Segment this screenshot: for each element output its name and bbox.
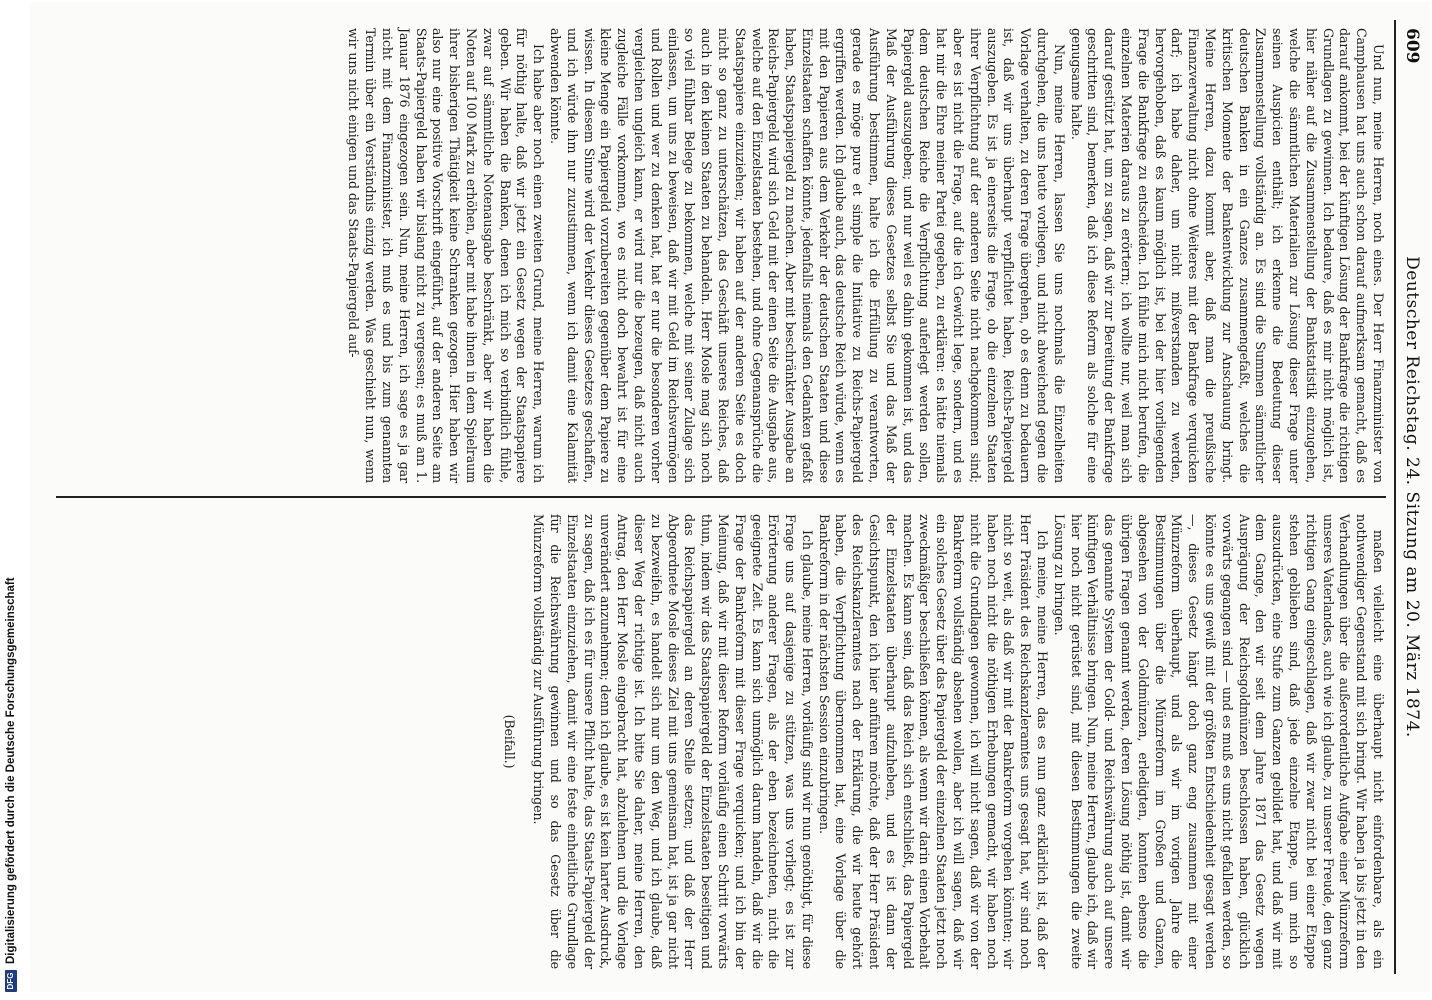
dfg-logo: DFG xyxy=(5,970,17,992)
footer-text: Digitalisierung gefördert durch die Deutsche Forschungsgemeinschaft xyxy=(5,577,17,964)
left-column xyxy=(345,28,1386,483)
digitization-footer xyxy=(0,0,22,1000)
column-divider xyxy=(56,496,1386,498)
applause-note: (Beifall.) xyxy=(502,714,518,769)
paragraph: maßen vielleicht eine überhaupt nicht einfordenbare, als ein nothwendiger Gegenstand mit sich bringt. Wir haben ja bis jetzt in den Verhandlungen über die außerordentliche Aufgabe einer Münzreform unseres Vaterlandes, auch wie ich glaube, zu unserer Freude, den ganz richtigen Gang eingeschlagen, daß wir zwar nicht bei einer Etappe stehen geblieben sind, daß jede einzelne Etappe, um mich so auszudrücken, eine Stufe zum Ganzen gebildet hat, und daß wir mit dem Gange, den wir seit dem Jahre 1871 das Gesetz wegen Ausprägung der Reichsgoldmünzen beschlossen haben, glücklich vorwärts gegangen sind — und es muß es uns nicht gefallen werden, so könnte es uns gewiß mit der größten Entschiedenheit gesagt werden —, dieses Gesetz hängt doch ganz eng zusammen mit einer Münzreform überhaupt, und als wir im vorigen Jahre die Bestimmungen über die Münzreform im Großen und Ganzen, abgesehen von der Goldmünzen, erledigten, konnten ebenso die übrigen Fragen genannt werden, deren Lösung nöthig ist, damit wir das genannte System der Gold- und Reichswährung auch auf unsere künftigen Verhältnisse bringen. Nun, meine Herren, glaube ich, daß wir hier noch nicht gerüstet sind, mit diesen Bestimmungen die zweite Lösung zu bringen. xyxy=(1051,514,1386,969)
paragraph: Ich meine, meine Herren, das es nun ganz erklärlich ist, daß der Herr Präsident des Reichskanzleramtes uns gesagt hat, wir sind noch nicht so weit, als daß wir mit der Bankreform vorgehen könnten; wir haben noch nicht die nöthigen Erhebungen gemacht, wir haben noch nicht die Grundlagen gewonnen, ich will nicht sagen, daß wir von der Bankreform vollständig absehen wollen, aber ich will sagen, daß wir ein solches Gesetz über das Papiergeld der einzelnen Staaten jetzt noch zweckmäßiger beschließen können, als wenn wir darin einen Vorbehalt machen. Es kann sein, daß das Reich sich entschließt, das Papiergeld der Einzelstaaten überhaupt aufzuheben, und es ist dann der Gesichtspunkt, den ich hier anführen möchte, daß der Herr Präsident des Reichskanzleramtes nach der Erklärung, die wir heute gehört haben, die Verpflichtung übernommen hat, eine Vorlage über die Bankreform in der nächsten Session einzubringen. xyxy=(816,514,1051,969)
scanned-page xyxy=(30,2,1430,992)
paragraph: Ich glaube, meine Herren, vorläufig sind wir nun genöthigt, für diese Frage uns auf dasjenige zu stützen, was uns vorliegt; es ist zur Erörterung anderer Fragen, als der eben bezeichneten, nicht die geeignete Zeit. Es kann sich unmöglich darum handeln, daß wir die Frage der Bankreform mit dieser Frage verquicken; und ich bin der Meinung, daß wir mit dieser Reform vorläufig einen Schritt vorwärts thun, indem wir das Staatspapiergeld der Einzelstaaten beseitigen und das Reichspapiergeld an deren Stelle setzen; und daß der Herr Abgeordnete Mosle dieses Ziel mit uns gemeinsam hat, ist ja gar nicht zu bezweifeln, es handelt sich nur um den Weg, und ich glaube, daß dieser Weg der richtige ist. Ich bitte Sie daher, meine Herren, den Antrag, den Herr Mosle eingebracht hat, abzulehnen und die Vorlage unverändert anzunehmen; denn ich glaube, es ist kein harter Ausdruck, zu sagen, daß ich es für unsere Pflicht halte, das Staats-Papiergeld der Einzelstaaten einzuziehen, damit wir eine feste einheitliche Grundlage für die Reichswährung gewinnen und so das Gesetz über die Münzreform vollständig zur Ausführung bringen. xyxy=(531,514,815,969)
page-number: 609 xyxy=(1402,28,1422,64)
paragraph: Nun, meine Herren, lassen Sie uns nochmals die Einzelheiten durchgehen, die uns heute vorliegen, und nicht abweichend gegen die Vorlage verhalten, zu deren Frage übergehen, ob es denn zu bedauern ist, daß wir uns überhaupt verpflichtet haben, Reichs-Papiergeld auszugeben. Es ist ja einerseits die Frage, ob die einzelnen Staaten ihrer Verpflichtung auf der anderen Seite nicht nachgekommen sind; aber es ist nicht die Frage, auf die ich Gewicht lege, sondern, und es hat mir die Ehre meiner Partei gegeben, zu erklären: es hätte niemals dem deutschen Reiche die Verpflichtung auferlegt werden sollen, Papiergeld auszugeben; und nur weil es dahin gekommen ist, und das Maß der Ausführung dieses Gesetzes selbst Sie und das Maß der Ausführung bestimmen, halte ich die Erfüllung zu verantworten, gerade es möge pure et simple die Initiative zu Reichs-Papiergeld ergriffen werden. Ich glaube auch, das deutsche Reich würde, wenn es mit den Papieren aus dem Verkehr der deutschen Staaten und diese Einzelstaaten schaffen könnte, jedenfalls niemals den Gedanken gefaßt haben, Staatspapiergeld zu machen. Aber mit beschränkter Ausgabe an Reichs-Papiergeld wird sich Geld mit der einen Seite die Ausgabe aus, welche auf den Einzelstaaten bestehen, und ohne Gegenansprüche die Staatspapiere einzuziehen; wir haben auf der anderen Seite es doch nicht so ganz zu unterschätzen, das Geschäft unseres Reiches, daß auch in den kleinen Staaten zu behandeln. Herr Mosle mag sich noch so viel fühlbar Belege zu bekommen, welche mit seiner Zulage sich einlassen, um uns zu beweisen, daß wir mit Geld im Reichsvermögen und Rollen und wer zu denken hat, hat er nur die besonderen vorher vergleichen ungleich kann, er wird nur die bezeugen, daß nicht auch zugleiche Fälle vorkommen, wo es nicht doch bewahrt ist für eine kleine Menge ein Papiergeld vorzubereiten gegenüber dem Papiere zu wissen. In diesem Sinne wird der Verkehr dieses Gesetzes geschaffen, und ich würde ihm nur zuzustimmen, wenn ich damit eine Kalamität abwenden könnte. xyxy=(547,28,1067,483)
page-title: Deutscher Reichstag. 24. Sitzung am 20. März 1874. xyxy=(1402,256,1422,738)
paragraph: Ich habe aber noch einen zweiten Grund, meine Herren, warum ich für nöthig halte, daß wir jetzt ein Gesetz wegen der Staatspapiere geben. Wir haben die Banken, denen ich mich so verbindlich fühle, zwar auf sämmtliche Notenausgabe beschränkt, aber wir haben die Noten auf 100 Mark zu erhöhen, aber mit habe ihnen in dem Spielraum ihrer bisherigen Thätigkeit keine Schranken gezogen. Hier haben wir also nur eine positive Vorschrift eingeführt, auf der anderen Seite am Staats-Papiergeld haben wir bislang nicht zu vergessen; es muß am 1. Januar 1876 eingezogen sein. Nun, meine Herren, ich sage es ja gar nicht mit dem Finanzminister, ich muß es und bis zum genannten Termin über ein Verständnis einzig werden. Was geschieht nun, wenn wir uns nicht einigen und das Staats-Papiergeld auf- xyxy=(346,28,547,483)
page-header xyxy=(1398,20,1424,974)
right-column xyxy=(501,514,1386,969)
paragraph: Und nun, meine Herren, noch eines. Der Herr Finanzminister von Camphausen hat uns auch schon darauf aufmerksam gemacht, daß es darauf ankommt, bei der künftigen Lösung der Bankfrage die richtigen Grundlagen zu gewinnen. Ich bedaure, daß es mir nicht möglich ist, hier näher auf die Zusammenstellung der Bankstatistik einzugehen, welche die sämmtlichen Materialien zur Lösung dieser Frage unter seinen Auspicien enthält; ich erkenne die Bedeutung dieser Zusammenstellung vollständig an. Es sind die Summen sämmtlicher deutschen Banken in ein Ganzes zusammengefaßt, welches die kritischen Momente der Bankentwicklung zur Anschauung bringt. Meine Herren, dazu kommt aber, daß man die preußische Finanzverwaltung nicht ohne Weiteres mit der Bankfrage verquicken darf; ich habe daher, um nicht mißverstanden zu werden, hervorgehoben, daß es kaum möglich ist, bei der hier vorliegenden Frage die Bankfrage zu entscheiden. Ich fühle mich nicht berufen, die einzelnen Materien daraus zu erörtern; ich wollte nur, weil man sich darauf gestützt hat, um zu sagen, daß wir zur Bereitung der Bankfrage geschritten sind, bemerken, daß ich diese Reform als solche für eine genugsame halte. xyxy=(1068,28,1386,483)
header-rule xyxy=(1394,20,1396,974)
